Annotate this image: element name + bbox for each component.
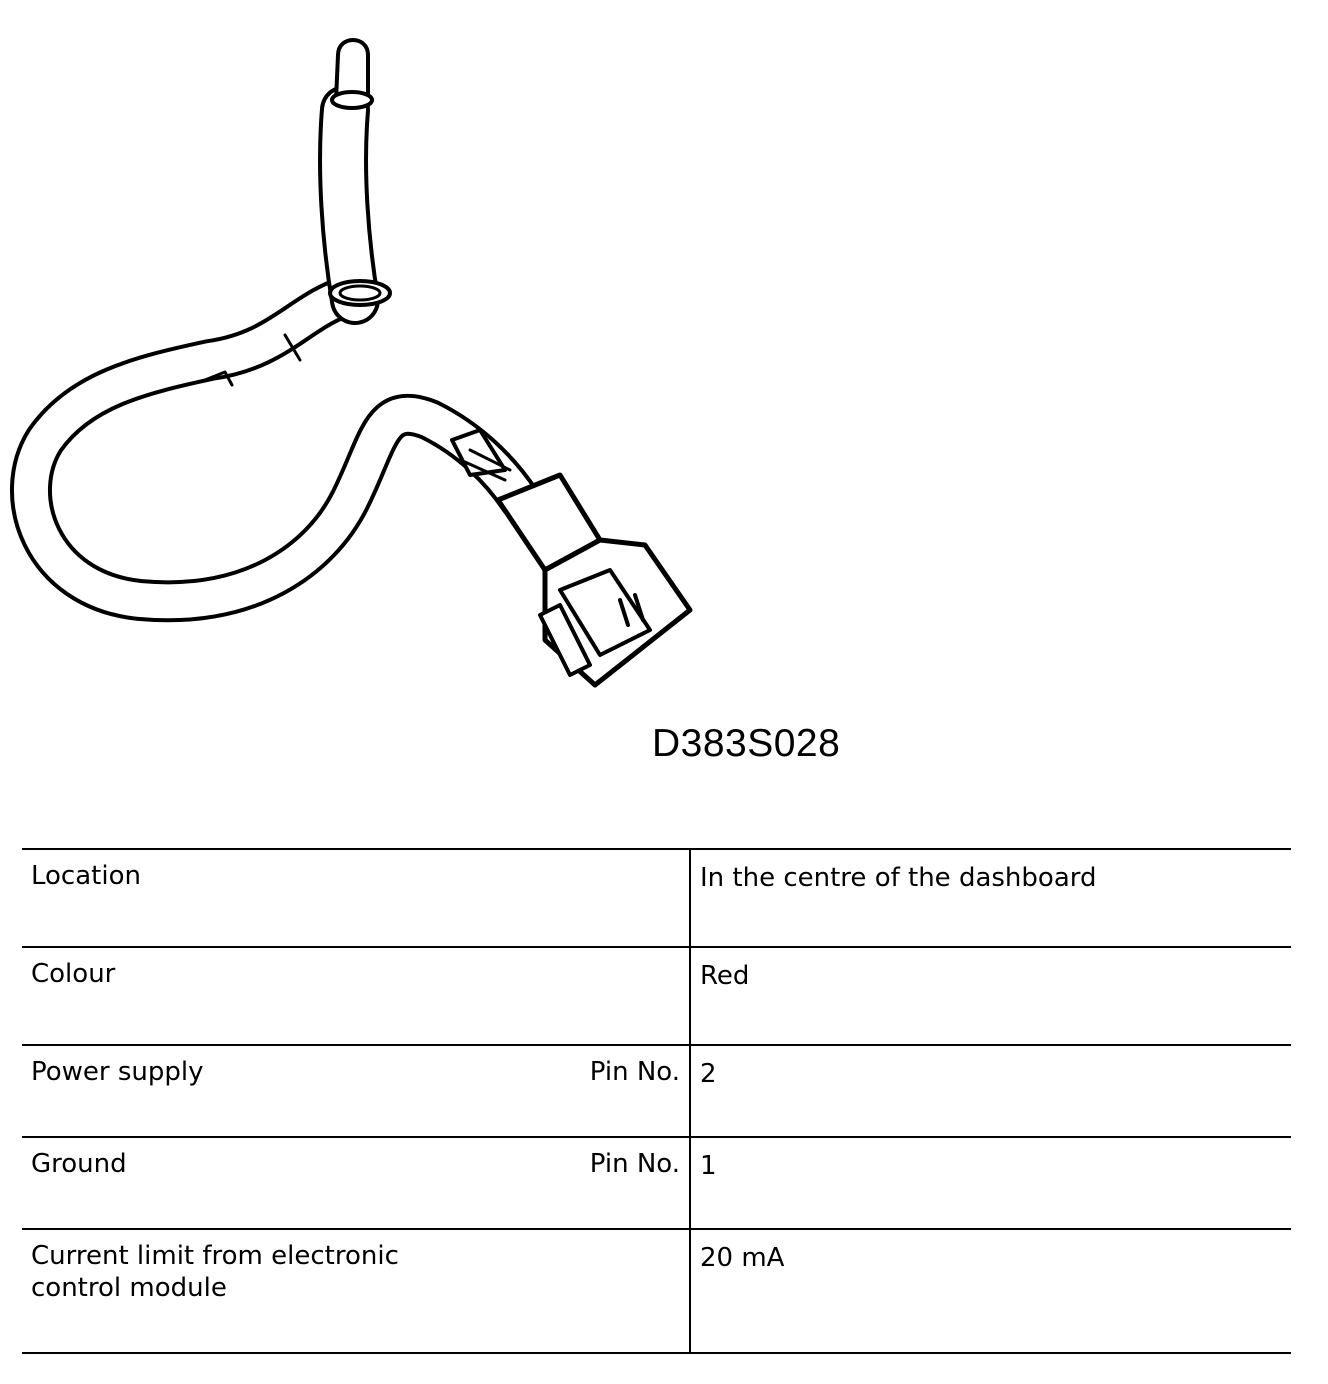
table-row	[22, 1229, 1291, 1353]
row-label-text: Colour	[31, 959, 116, 989]
row-label	[22, 849, 690, 947]
pin-label: Pin No.	[589, 1149, 680, 1179]
row-label-text: Current limit from electronic control module	[31, 1241, 399, 1303]
table-row	[22, 849, 1291, 947]
row-value: 1	[690, 1137, 1291, 1229]
row-label	[22, 947, 690, 1045]
row-label	[22, 1229, 690, 1353]
row-value: In the centre of the dashboard	[690, 849, 1291, 947]
specification-table	[22, 848, 1291, 1354]
table-row	[22, 1045, 1291, 1137]
pin-label: Pin No.	[589, 1057, 680, 1087]
row-label	[22, 1045, 690, 1137]
row-label-text: Ground	[31, 1149, 127, 1179]
row-value: Red	[690, 947, 1291, 1045]
row-label-text: Power supply	[31, 1057, 204, 1087]
row-label-text: Location	[31, 861, 141, 891]
figure-code: D383S028	[652, 722, 841, 765]
row-label	[22, 1137, 690, 1229]
table-row	[22, 947, 1291, 1045]
sensor-illustration	[0, 0, 720, 700]
row-value: 2	[690, 1045, 1291, 1137]
table-row	[22, 1137, 1291, 1229]
row-value: 20 mA	[690, 1229, 1291, 1353]
